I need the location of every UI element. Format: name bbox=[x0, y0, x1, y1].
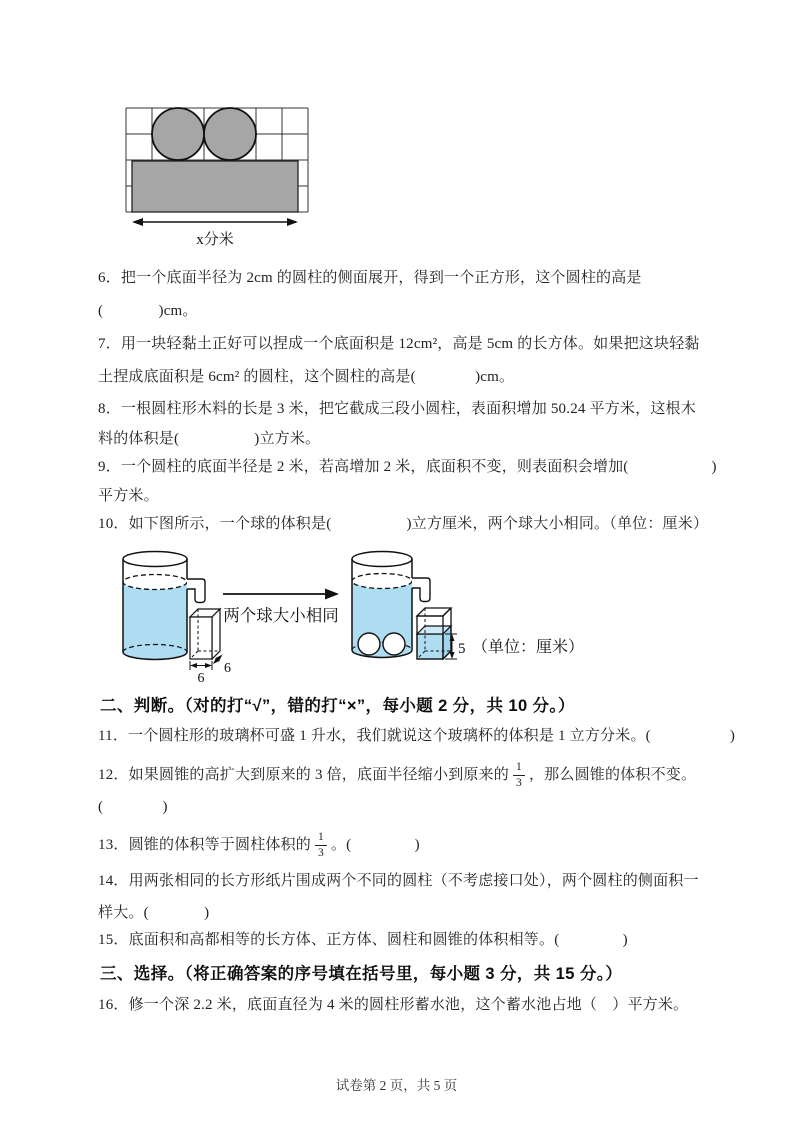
section-heading-choice: 三、选择。（将正确答案的序号填在括号里，每小题 3 分，共 15 分。） bbox=[100, 965, 623, 983]
arrowhead-icon bbox=[205, 663, 212, 668]
arrowhead-left-icon bbox=[132, 218, 143, 226]
question-15-line-1: 15．底面积和高都相等的长方体、正方体、圆柱和圆锥的体积相等。( ) bbox=[98, 932, 628, 948]
page-footer: 试卷第 2 页，共 5 页 bbox=[335, 1078, 458, 1093]
cuboid-water-top-face bbox=[417, 608, 451, 616]
question-9-line-2: 平方米。 bbox=[98, 488, 159, 504]
cuboid-width-label: 6 bbox=[197, 671, 205, 684]
beaker-left-rim bbox=[123, 552, 187, 567]
fraction-numerator: 1 bbox=[513, 761, 525, 775]
water-left bbox=[123, 582, 187, 660]
question-11-line-1: 11．一个圆柱形的玻璃杯可盛 1 升水，我们就说这个玻璃杯的体积是 1 立方分米。( ) bbox=[98, 728, 736, 744]
beaker-right-rim bbox=[352, 552, 412, 567]
grid-figure bbox=[124, 106, 314, 248]
question-16-line-1: 16．修一个深 2.2 米，底面直径为 4 米的圆柱形蓄水池，这个蓄水池占地（ ）平方米。 bbox=[98, 997, 689, 1013]
cuboid-water bbox=[417, 608, 466, 659]
shaded-rectangle bbox=[132, 161, 298, 212]
cuboid-empty-front bbox=[190, 617, 212, 659]
question-13-line-1 bbox=[98, 827, 420, 863]
cuboid-height-label: 5 bbox=[458, 641, 466, 657]
ball-left bbox=[358, 633, 380, 655]
shaded-circle-right bbox=[204, 108, 256, 160]
question-13-text-before: 13．圆锥的体积等于圆柱体积的 bbox=[98, 837, 312, 853]
ball-right bbox=[383, 633, 405, 655]
water-pour-figure bbox=[118, 542, 603, 684]
question-8-line-2: 料的体积是( )立方米。 bbox=[98, 431, 321, 447]
question-12-text-after: ，那么圆锥的体积不变。 bbox=[528, 767, 697, 783]
fraction-denominator: 3 bbox=[516, 776, 522, 789]
spout-left-icon bbox=[187, 579, 205, 603]
width-dimension-label: x分米 bbox=[196, 232, 234, 248]
question-14-line-2: 样大。( ) bbox=[98, 905, 210, 921]
shaded-circle-left bbox=[152, 108, 204, 160]
transform-arrowhead-icon bbox=[325, 589, 339, 600]
water-surface-left bbox=[123, 575, 187, 590]
spout-right-icon bbox=[412, 578, 430, 602]
question-14-line-1: 14．用两张相同的长方形纸片围成两个不同的圆柱（不考虑接口处），两个圆柱的侧面积一 bbox=[98, 873, 699, 889]
question-7-line-2: 土捏成底面积是 6cm² 的圆柱，这个圆柱的高是( )cm。 bbox=[98, 369, 515, 385]
question-12-line-2: ( ) bbox=[98, 799, 168, 815]
cuboid-depth-label: 6 bbox=[224, 661, 231, 676]
unit-note: （单位：厘米） bbox=[472, 639, 585, 656]
section-heading-judge: 二、判断。（对的打“√”，错的打“×”，每小题 2 分，共 10 分。） bbox=[100, 697, 575, 715]
question-7-line-1: 7．用一块轻黏土正好可以捏成一个底面积是 12cm²，高是 5cm 的长方体。如果把这块轻黏 bbox=[98, 336, 700, 352]
question-6-line-2: ( )cm。 bbox=[98, 303, 198, 319]
question-9-line-1: 9．一个圆柱的底面半径是 2 米，若高增加 2 米，底面积不变，则表面积会增加( ) bbox=[98, 459, 717, 475]
question-10-line-1: 10．如下图所示，一个球的体积是( )立方厘米，两个球大小相同。（单位：厘米） bbox=[98, 516, 709, 532]
fraction-denominator: 3 bbox=[318, 846, 324, 859]
question-13-text-after: 。( ) bbox=[330, 837, 420, 853]
question-12-text-before: 12．如果圆锥的高扩大到原来的 3 倍，底面半径缩小到原来的 bbox=[98, 767, 510, 783]
transform-arrow-label: 两个球大小相同 bbox=[223, 606, 339, 625]
arrowhead-icon bbox=[450, 652, 455, 659]
fraction-one-third bbox=[315, 831, 327, 858]
question-6-line-1: 6．把一个底面半径为 2cm 的圆柱的侧面展开，得到一个正方形，这个圆柱的高是 bbox=[98, 270, 642, 286]
water-surface-right bbox=[352, 574, 412, 589]
arrowhead-right-icon bbox=[287, 218, 298, 226]
question-12-line-1 bbox=[98, 757, 696, 793]
fraction-one-third bbox=[513, 761, 525, 788]
question-8-line-1: 8．一根圆柱形木料的长是 3 米，把它截成三段小圆柱，表面积增加 50.24 平方米，这根木 bbox=[98, 401, 696, 417]
arrowhead-icon bbox=[190, 663, 197, 668]
fraction-numerator: 1 bbox=[315, 831, 327, 845]
